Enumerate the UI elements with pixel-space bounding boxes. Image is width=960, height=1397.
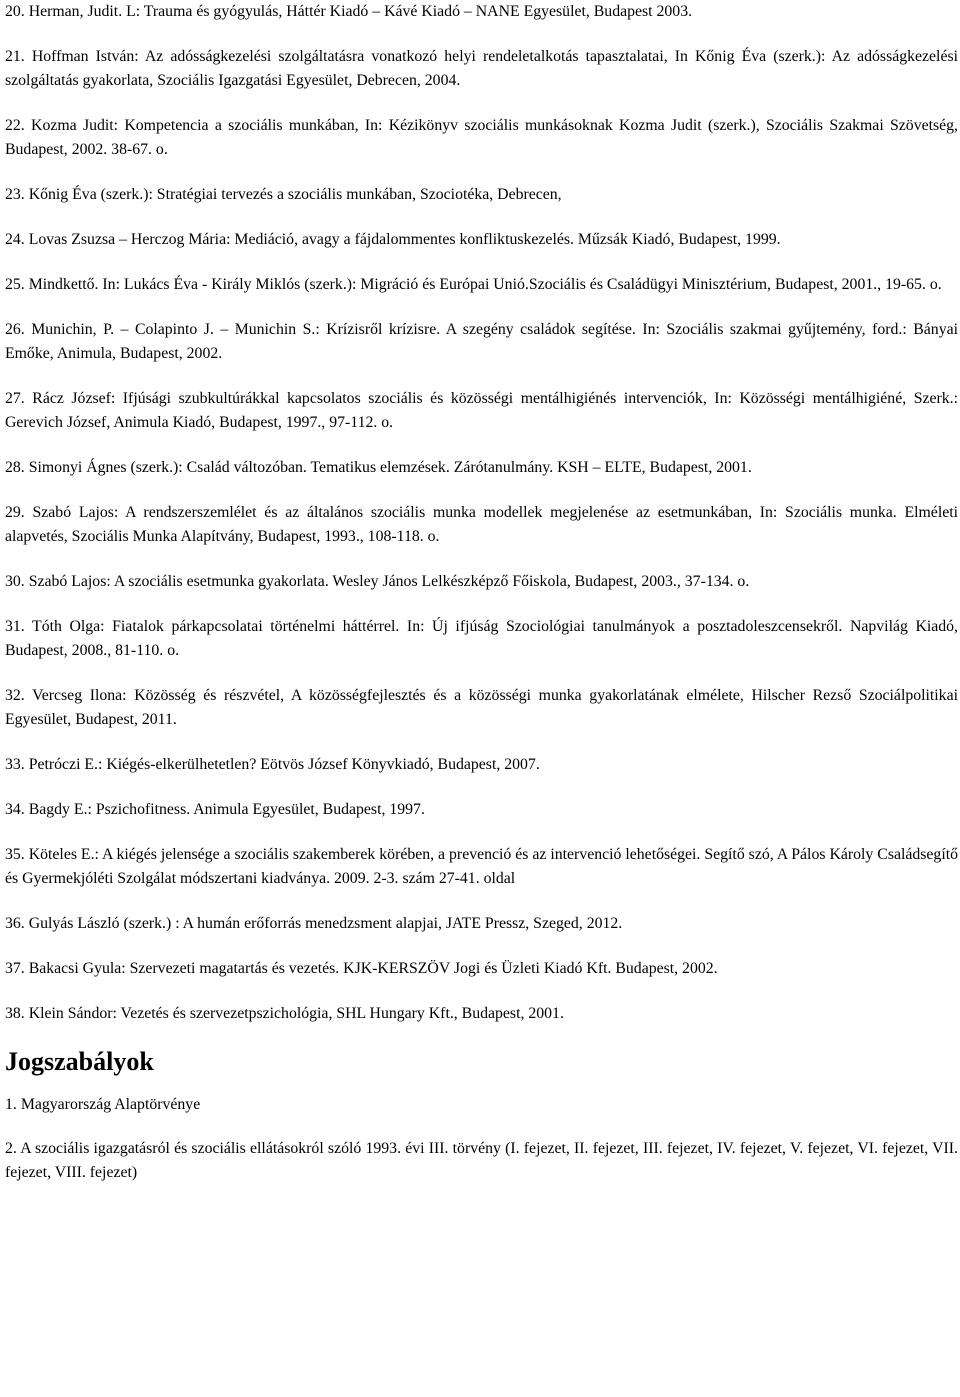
item-text: Bakacsi Gyula: Szervezeti magatartás és vezetés. KJK-KERSZÖV Jogi és Üzleti Kiadó Kft. Budapest, 2002.	[28, 960, 718, 977]
item-text: Tóth Olga: Fiatalok párkapcsolatai történelmi háttérrel. In: Új ifjúság Szociológiai tanulmányok a posztadoleszcensekről. Napvilág Kiadó, Budapest, 2008., 81-110. o.	[5, 618, 958, 659]
reference-item	[5, 273, 958, 297]
reference-item	[5, 684, 958, 732]
item-number: 38.	[5, 1005, 25, 1022]
item-text: Lovas Zsuzsa – Herczog Mária: Mediáció, avagy a fájdalommentes konfliktuskezelés. Műzsák Kiadó, Budapest, 1999.	[28, 231, 781, 248]
reference-item	[5, 183, 958, 207]
reference-item	[5, 456, 958, 480]
item-number: 34.	[5, 801, 25, 818]
item-number: 23.	[5, 186, 25, 203]
item-text: Rácz József: Ifjúsági szubkultúrákkal kapcsolatos szociális és közösségi mentálhigiénés intervenciók, In: Közösségi mentálhigiéné, Szerk.: Gerevich József, Animula Kiadó, Budapest, 1997., 97-112. o.	[5, 390, 958, 431]
item-text: Klein Sándor: Vezetés és szervezetpszichológia, SHL Hungary Kft., Budapest, 2001.	[28, 1005, 564, 1022]
item-text: A szociális igazgatásról és szociális ellátásokról szóló 1993. évi III. törvény (I. fejezet, II. fejezet, III. fejezet, IV. fejezet, V. fejezet, VI. fejezet, VII. fejezet, VIII. fejezet)	[5, 1140, 958, 1181]
reference-item	[5, 912, 958, 936]
item-text: Munichin, P. – Colapinto J. – Munichin S.: Krízisről krízisre. A szegény családok segítése. In: Szociális szakmai gyűjtemény, ford.: Bányai Emőke, Animula, Budapest, 2002.	[5, 321, 958, 362]
reference-item	[5, 228, 958, 252]
item-number: 20.	[5, 3, 25, 20]
item-number: 35.	[5, 846, 25, 863]
reference-item	[5, 570, 958, 594]
reference-item	[5, 753, 958, 777]
reference-item	[5, 957, 958, 981]
item-text: Szabó Lajos: A szociális esetmunka gyakorlata. Wesley János Lelkészképző Főiskola, Budapest, 2003., 37-134. o.	[28, 573, 750, 590]
item-number: 24.	[5, 231, 25, 248]
reference-item	[5, 615, 958, 663]
item-number: 21.	[5, 48, 25, 65]
reference-item	[5, 1002, 958, 1026]
item-number: 22.	[5, 117, 25, 134]
item-text: Magyarország Alaptörvénye	[20, 1096, 201, 1113]
item-number: 33.	[5, 756, 25, 773]
law-list	[5, 1093, 958, 1185]
item-number: 2.	[5, 1140, 17, 1157]
item-number: 36.	[5, 915, 25, 932]
reference-item	[5, 843, 958, 891]
item-text: Köteles E.: A kiégés jelensége a szociális szakemberek körében, a prevenció és az intervenció lehetőségei. Segítő szó, A Pálos Károly Családsegítő és Gyermekjóléti Szolgálat módszertani kiadványa. 2009. 2-3. szám 27-41. oldal	[5, 846, 959, 887]
item-text: Simonyi Ágnes (szerk.): Család változóban. Tematikus elemzések. Zárótanulmány. KSH – ELTE, Budapest, 2001.	[28, 459, 752, 476]
item-number: 26.	[5, 321, 25, 338]
law-item	[5, 1137, 958, 1185]
section-heading: Jogszabályok	[5, 1047, 154, 1076]
reference-item	[5, 798, 958, 822]
item-number: 32.	[5, 687, 25, 704]
reference-list	[5, 0, 958, 1026]
item-text: Kozma Judit: Kompetencia a szociális munkában, In: Kézikönyv szociális munkásoknak Kozma Judit (szerk.), Szociális Szakmai Szövetség, Budapest, 2002. 38-67. o.	[5, 117, 958, 158]
item-number: 31.	[5, 618, 25, 635]
item-text: Mindkettő. In: Lukács Éva - Király Miklós (szerk.): Migráció és Európai Unió.Szociális és Családügyi Minisztérium, Budapest, 2001., 19-65. o.	[28, 276, 942, 293]
item-number: 29.	[5, 504, 25, 521]
reference-item	[5, 114, 958, 162]
item-text: Vercseg Ilona: Közösség és részvétel, A közösségfejlesztés és a közösségi munka gyakorlatának elmélete, Hilscher Rezső Szociálpolitikai Egyesület, Budapest, 2011.	[5, 687, 958, 728]
item-text: Gulyás László (szerk.) : A humán erőforrás menedzsment alapjai, JATE Pressz, Szeged, 2012.	[28, 915, 623, 932]
item-number: 37.	[5, 960, 25, 977]
item-text: Petróczi E.: Kiégés-elkerülhetetlen? Eötvös József Könyvkiadó, Budapest, 2007.	[28, 756, 540, 773]
item-number: 27.	[5, 390, 25, 407]
item-number: 25.	[5, 276, 25, 293]
reference-item	[5, 501, 958, 549]
reference-item	[5, 318, 958, 366]
reference-item	[5, 0, 958, 24]
item-number: 28.	[5, 459, 25, 476]
item-number: 1.	[5, 1096, 17, 1113]
reference-item	[5, 45, 958, 93]
item-number: 30.	[5, 573, 25, 590]
item-text: Bagdy E.: Pszichofitness. Animula Egyesület, Budapest, 1997.	[28, 801, 425, 818]
document-page	[5, 0, 958, 1205]
item-text: Kőnig Éva (szerk.): Stratégiai tervezés a szociális munkában, Szociotéka, Debrecen,	[28, 186, 562, 203]
item-text: Szabó Lajos: A rendszerszemlélet és az általános szociális munka modellek megjelenése az esetmunkában, In: Szociális munka. Elméleti alapvetés, Szociális Munka Alapítvány, Budapest, 1993., 108-118. o.	[5, 504, 958, 545]
reference-item	[5, 387, 958, 435]
item-text: Hoffman István: Az adósságkezelési szolgáltatásra vonatkozó helyi rendeletalkotás tapasztalatai, In Kőnig Éva (szerk.): Az adósságkezelési szolgáltatás gyakorlata, Szociális Igazgatási Egyesület, Debrecen, 2004.	[5, 48, 958, 89]
item-text: Herman, Judit. L: Trauma és gyógyulás, Háttér Kiadó – Kávé Kiadó – NANE Egyesület, Budapest 2003.	[28, 3, 693, 20]
law-item	[5, 1093, 958, 1117]
